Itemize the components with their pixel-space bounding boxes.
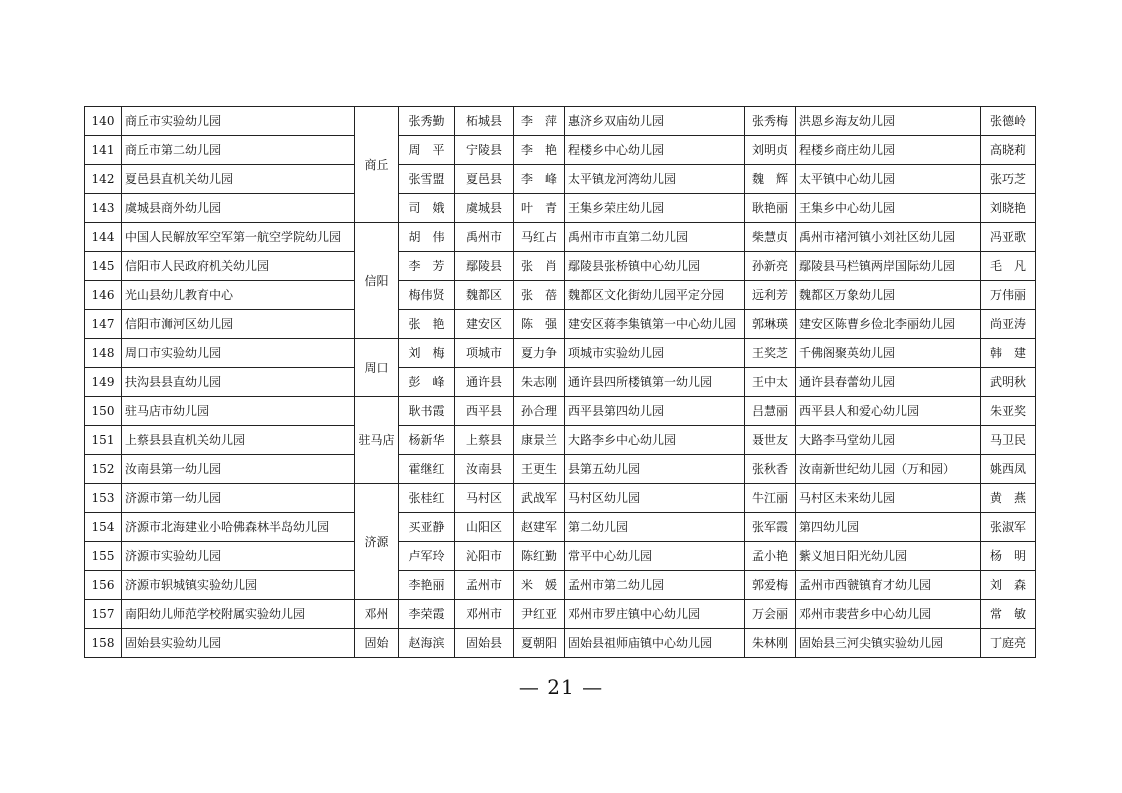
paired-kindergarten-2: 汝南新世纪幼儿园（万和园） [796, 455, 981, 484]
county-contact: 王更生 [514, 455, 565, 484]
county-name: 西平县 [455, 397, 514, 426]
region-cell: 固始 [355, 629, 399, 658]
county-contact: 张 蓓 [514, 281, 565, 310]
kindergarten-1-contact: 万会丽 [745, 600, 796, 629]
county-contact: 康景兰 [514, 426, 565, 455]
paired-kindergarten-1: 马村区幼儿园 [565, 484, 745, 513]
host-contact: 李 芳 [399, 252, 455, 281]
kindergarten-2-contact: 刘 森 [981, 571, 1036, 600]
paired-kindergarten-1: 惠济乡双庙幼儿园 [565, 107, 745, 136]
host-kindergarten-name: 南阳幼儿师范学校附属实验幼儿园 [122, 600, 355, 629]
host-kindergarten-name: 汝南县第一幼儿园 [122, 455, 355, 484]
table-row [85, 194, 1036, 223]
table-row [85, 252, 1036, 281]
table-row [85, 339, 1036, 368]
kindergarten-2-contact: 毛 凡 [981, 252, 1036, 281]
host-contact: 彭 峰 [399, 368, 455, 397]
paired-kindergarten-2: 马村区未来幼儿园 [796, 484, 981, 513]
table-row [85, 513, 1036, 542]
paired-kindergarten-2: 固始县三河尖镇实验幼儿园 [796, 629, 981, 658]
host-contact: 张雪盟 [399, 165, 455, 194]
kindergarten-2-contact: 朱亚奖 [981, 397, 1036, 426]
county-contact: 马红占 [514, 223, 565, 252]
county-name: 马村区 [455, 484, 514, 513]
host-kindergarten-name: 驻马店市幼儿园 [122, 397, 355, 426]
paired-kindergarten-2: 第四幼儿园 [796, 513, 981, 542]
paired-kindergarten-1: 通许县四所楼镇第一幼儿园 [565, 368, 745, 397]
host-kindergarten-name: 夏邑县直机关幼儿园 [122, 165, 355, 194]
paired-kindergarten-2: 通许县春蕾幼儿园 [796, 368, 981, 397]
table-row [85, 281, 1036, 310]
kindergarten-1-contact: 张军霞 [745, 513, 796, 542]
paired-kindergarten-2: 紫义旭日阳光幼儿园 [796, 542, 981, 571]
county-contact: 朱志刚 [514, 368, 565, 397]
county-name: 柘城县 [455, 107, 514, 136]
host-contact: 买亚静 [399, 513, 455, 542]
host-contact: 张秀勤 [399, 107, 455, 136]
host-kindergarten-name: 济源市轵城镇实验幼儿园 [122, 571, 355, 600]
paired-kindergarten-1: 太平镇龙河湾幼儿园 [565, 165, 745, 194]
county-name: 宁陵县 [455, 136, 514, 165]
host-kindergarten-name: 固始县实验幼儿园 [122, 629, 355, 658]
county-name: 鄢陵县 [455, 252, 514, 281]
region-cell: 周口 [355, 339, 399, 397]
county-name: 禹州市 [455, 223, 514, 252]
region-cell: 信阳 [355, 223, 399, 339]
paired-kindergarten-2: 西平县人和爱心幼儿园 [796, 397, 981, 426]
county-name: 邓州市 [455, 600, 514, 629]
county-contact: 尹红亚 [514, 600, 565, 629]
host-contact: 梅伟贤 [399, 281, 455, 310]
county-name: 上蔡县 [455, 426, 514, 455]
paired-kindergarten-1: 孟州市第二幼儿园 [565, 571, 745, 600]
county-contact: 李 萍 [514, 107, 565, 136]
host-contact: 赵海滨 [399, 629, 455, 658]
kindergarten-2-contact: 冯亚歌 [981, 223, 1036, 252]
paired-kindergarten-1: 魏都区文化街幼儿园平定分园 [565, 281, 745, 310]
region-cell: 商丘 [355, 107, 399, 223]
host-kindergarten-name: 中国人民解放军空军第一航空学院幼儿园 [122, 223, 355, 252]
kindergarten-2-contact: 张巧芝 [981, 165, 1036, 194]
county-contact: 赵建军 [514, 513, 565, 542]
host-kindergarten-name: 信阳市浉河区幼儿园 [122, 310, 355, 339]
table-row [85, 542, 1036, 571]
table-row [85, 397, 1036, 426]
table-row [85, 368, 1036, 397]
county-name: 项城市 [455, 339, 514, 368]
kindergarten-2-contact: 刘晓艳 [981, 194, 1036, 223]
county-name: 山阳区 [455, 513, 514, 542]
host-contact: 胡 伟 [399, 223, 455, 252]
paired-kindergarten-1: 建安区蒋李集镇第一中心幼儿园 [565, 310, 745, 339]
kindergarten-2-contact: 尚亚涛 [981, 310, 1036, 339]
kindergarten-2-contact: 张德岭 [981, 107, 1036, 136]
paired-kindergarten-1: 项城市实验幼儿园 [565, 339, 745, 368]
paired-kindergarten-1: 邓州市罗庄镇中心幼儿园 [565, 600, 745, 629]
kindergarten-1-contact: 耿艳丽 [745, 194, 796, 223]
kindergarten-1-contact: 张秀梅 [745, 107, 796, 136]
paired-kindergarten-2: 鄢陵县马栏镇两岸国际幼儿园 [796, 252, 981, 281]
kindergarten-1-contact: 郭爱梅 [745, 571, 796, 600]
host-contact: 李艳丽 [399, 571, 455, 600]
county-contact: 陈红勤 [514, 542, 565, 571]
table-body [85, 107, 1036, 658]
host-contact: 张桂红 [399, 484, 455, 513]
kindergarten-2-contact: 张淑军 [981, 513, 1036, 542]
kindergarten-2-contact: 万伟丽 [981, 281, 1036, 310]
kindergarten-pairing-table [84, 106, 1036, 658]
host-kindergarten-name: 光山县幼儿教育中心 [122, 281, 355, 310]
paired-kindergarten-1: 县第五幼儿园 [565, 455, 745, 484]
county-contact: 夏朝阳 [514, 629, 565, 658]
host-kindergarten-name: 信阳市人民政府机关幼儿园 [122, 252, 355, 281]
table-row [85, 310, 1036, 339]
host-contact: 李荣霞 [399, 600, 455, 629]
page-number: — 21 — [518, 675, 604, 699]
row-number: 143 [85, 194, 122, 223]
paired-kindergarten-2: 王集乡中心幼儿园 [796, 194, 981, 223]
paired-kindergarten-2: 大路李马堂幼儿园 [796, 426, 981, 455]
kindergarten-2-contact: 常 敏 [981, 600, 1036, 629]
county-name: 通许县 [455, 368, 514, 397]
table-row [85, 484, 1036, 513]
host-kindergarten-name: 虞城县商外幼儿园 [122, 194, 355, 223]
kindergarten-1-contact: 王奖芝 [745, 339, 796, 368]
county-name: 固始县 [455, 629, 514, 658]
county-name: 孟州市 [455, 571, 514, 600]
table-row [85, 223, 1036, 252]
row-number: 151 [85, 426, 122, 455]
region-cell: 驻马店 [355, 397, 399, 484]
row-number: 142 [85, 165, 122, 194]
table-row [85, 600, 1036, 629]
kindergarten-1-contact: 孟小艳 [745, 542, 796, 571]
county-contact: 米 媛 [514, 571, 565, 600]
host-kindergarten-name: 济源市北海建业小哈佛森林半岛幼儿园 [122, 513, 355, 542]
kindergarten-1-contact: 魏 辉 [745, 165, 796, 194]
county-name: 建安区 [455, 310, 514, 339]
row-number: 147 [85, 310, 122, 339]
host-kindergarten-name: 扶沟县县直幼儿园 [122, 368, 355, 397]
kindergarten-1-contact: 朱林刚 [745, 629, 796, 658]
county-name: 汝南县 [455, 455, 514, 484]
kindergarten-1-contact: 郭琳瑛 [745, 310, 796, 339]
table-row [85, 107, 1036, 136]
host-contact: 刘 梅 [399, 339, 455, 368]
row-number: 157 [85, 600, 122, 629]
host-kindergarten-name: 济源市实验幼儿园 [122, 542, 355, 571]
county-contact: 李 峰 [514, 165, 565, 194]
host-kindergarten-name: 上蔡县县直机关幼儿园 [122, 426, 355, 455]
kindergarten-2-contact: 丁庭亮 [981, 629, 1036, 658]
host-kindergarten-name: 商丘市第二幼儿园 [122, 136, 355, 165]
paired-kindergarten-2: 魏都区万象幼儿园 [796, 281, 981, 310]
county-name: 夏邑县 [455, 165, 514, 194]
paired-kindergarten-1: 程楼乡中心幼儿园 [565, 136, 745, 165]
paired-kindergarten-2: 禹州市褚河镇小刘社区幼儿园 [796, 223, 981, 252]
county-contact: 李 艳 [514, 136, 565, 165]
row-number: 140 [85, 107, 122, 136]
kindergarten-1-contact: 孙新亮 [745, 252, 796, 281]
paired-kindergarten-1: 第二幼儿园 [565, 513, 745, 542]
kindergarten-1-contact: 王中太 [745, 368, 796, 397]
kindergarten-1-contact: 张秋香 [745, 455, 796, 484]
county-contact: 陈 强 [514, 310, 565, 339]
table-row [85, 426, 1036, 455]
county-contact: 夏力争 [514, 339, 565, 368]
kindergarten-1-contact: 聂世友 [745, 426, 796, 455]
row-number: 154 [85, 513, 122, 542]
row-number: 149 [85, 368, 122, 397]
table-row [85, 136, 1036, 165]
host-kindergarten-name: 商丘市实验幼儿园 [122, 107, 355, 136]
paired-kindergarten-2: 邓州市裴营乡中心幼儿园 [796, 600, 981, 629]
row-number: 152 [85, 455, 122, 484]
kindergarten-2-contact: 韩 建 [981, 339, 1036, 368]
county-name: 虞城县 [455, 194, 514, 223]
region-cell: 济源 [355, 484, 399, 600]
county-contact: 武战军 [514, 484, 565, 513]
paired-kindergarten-2: 程楼乡商庄幼儿园 [796, 136, 981, 165]
host-contact: 周 平 [399, 136, 455, 165]
row-number: 141 [85, 136, 122, 165]
paired-kindergarten-1: 禹州市市直第二幼儿园 [565, 223, 745, 252]
kindergarten-2-contact: 高晓莉 [981, 136, 1036, 165]
row-number: 153 [85, 484, 122, 513]
host-kindergarten-name: 周口市实验幼儿园 [122, 339, 355, 368]
kindergarten-2-contact: 黄 燕 [981, 484, 1036, 513]
row-number: 155 [85, 542, 122, 571]
row-number: 148 [85, 339, 122, 368]
county-contact: 叶 青 [514, 194, 565, 223]
row-number: 156 [85, 571, 122, 600]
paired-kindergarten-2: 洪恩乡海友幼儿园 [796, 107, 981, 136]
kindergarten-1-contact: 刘明贞 [745, 136, 796, 165]
host-contact: 耿书霞 [399, 397, 455, 426]
county-name: 沁阳市 [455, 542, 514, 571]
table-row [85, 455, 1036, 484]
row-number: 145 [85, 252, 122, 281]
kindergarten-1-contact: 柴慧贞 [745, 223, 796, 252]
kindergarten-2-contact: 马卫民 [981, 426, 1036, 455]
table-row [85, 165, 1036, 194]
kindergarten-1-contact: 远利芳 [745, 281, 796, 310]
county-name: 魏都区 [455, 281, 514, 310]
host-kindergarten-name: 济源市第一幼儿园 [122, 484, 355, 513]
kindergarten-1-contact: 牛江丽 [745, 484, 796, 513]
row-number: 146 [85, 281, 122, 310]
host-contact: 卢军玲 [399, 542, 455, 571]
region-cell: 邓州 [355, 600, 399, 629]
paired-kindergarten-1: 常平中心幼儿园 [565, 542, 745, 571]
host-contact: 司 娥 [399, 194, 455, 223]
row-number: 150 [85, 397, 122, 426]
paired-kindergarten-2: 千佛阁聚英幼儿园 [796, 339, 981, 368]
paired-kindergarten-1: 西平县第四幼儿园 [565, 397, 745, 426]
kindergarten-2-contact: 姚西凤 [981, 455, 1036, 484]
kindergarten-2-contact: 杨 明 [981, 542, 1036, 571]
county-contact: 孙合理 [514, 397, 565, 426]
host-contact: 张 艳 [399, 310, 455, 339]
paired-kindergarten-1: 王集乡荣庄幼儿园 [565, 194, 745, 223]
table-row [85, 571, 1036, 600]
paired-kindergarten-1: 固始县祖师庙镇中心幼儿园 [565, 629, 745, 658]
host-contact: 霍继红 [399, 455, 455, 484]
kindergarten-1-contact: 吕慧丽 [745, 397, 796, 426]
table-row [85, 629, 1036, 658]
kindergarten-2-contact: 武明秋 [981, 368, 1036, 397]
row-number: 158 [85, 629, 122, 658]
county-contact: 张 肖 [514, 252, 565, 281]
row-number: 144 [85, 223, 122, 252]
paired-kindergarten-2: 孟州市西虢镇育才幼儿园 [796, 571, 981, 600]
paired-kindergarten-2: 太平镇中心幼儿园 [796, 165, 981, 194]
paired-kindergarten-1: 鄢陵县张桥镇中心幼儿园 [565, 252, 745, 281]
host-contact: 杨新华 [399, 426, 455, 455]
paired-kindergarten-2: 建安区陈曹乡俭北李丽幼儿园 [796, 310, 981, 339]
paired-kindergarten-1: 大路李乡中心幼儿园 [565, 426, 745, 455]
